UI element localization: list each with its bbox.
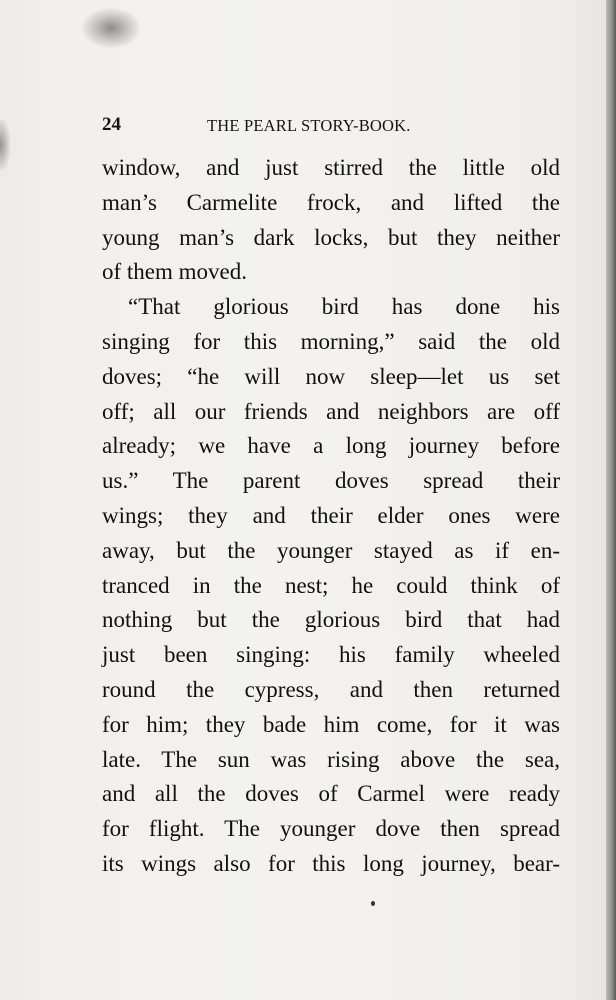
body-text: [102, 151, 560, 882]
text-line: for flight. The younger dove then spread: [102, 816, 560, 842]
text-line: and all the doves of Carmel were ready: [102, 781, 560, 807]
text-line: wings; they and their elder ones were: [102, 502, 560, 528]
text-line: tranced in the nest; he could think of: [102, 572, 560, 598]
text-line: for him; they bade him come, for it was: [102, 711, 560, 737]
page-header: [100, 110, 560, 140]
ink-speck: [371, 901, 375, 906]
running-head: THE PEARL STORY-BOOK.: [207, 116, 411, 135]
edge-shadow: [0, 120, 10, 170]
text-line: man’s Carmelite frock, and lifted the: [102, 189, 560, 215]
page-edge: [606, 0, 616, 1000]
text-line: round the cypress, and then returned: [102, 676, 560, 702]
text-line: doves; “he will now sleep—let us set: [102, 363, 560, 389]
page-number: 24: [102, 114, 121, 135]
text-line: singing for this morning,” said the old: [102, 328, 560, 354]
text-line: already; we have a long journey before: [102, 433, 560, 459]
text-line: its wings also for this long journey, bear-: [102, 850, 560, 876]
text-line: late. The sun was rising above the sea,: [102, 746, 560, 772]
text-line: just been singing: his family wheeled: [102, 642, 560, 668]
text-line: away, but the younger stayed as if en-: [102, 537, 560, 563]
text-line: young man’s dark locks, but they neither: [102, 224, 560, 250]
text-line: us.” The parent doves spread their: [102, 468, 560, 494]
text-line: off; all our friends and neighbors are off: [102, 398, 560, 424]
ink-smudge: [82, 8, 140, 48]
text-line: nothing but the glorious bird that had: [102, 607, 560, 633]
text-line: of them moved.: [102, 259, 247, 285]
text-line: window, and just stirred the little old: [102, 155, 560, 180]
text-line: “That glorious bird has done his: [128, 294, 560, 320]
